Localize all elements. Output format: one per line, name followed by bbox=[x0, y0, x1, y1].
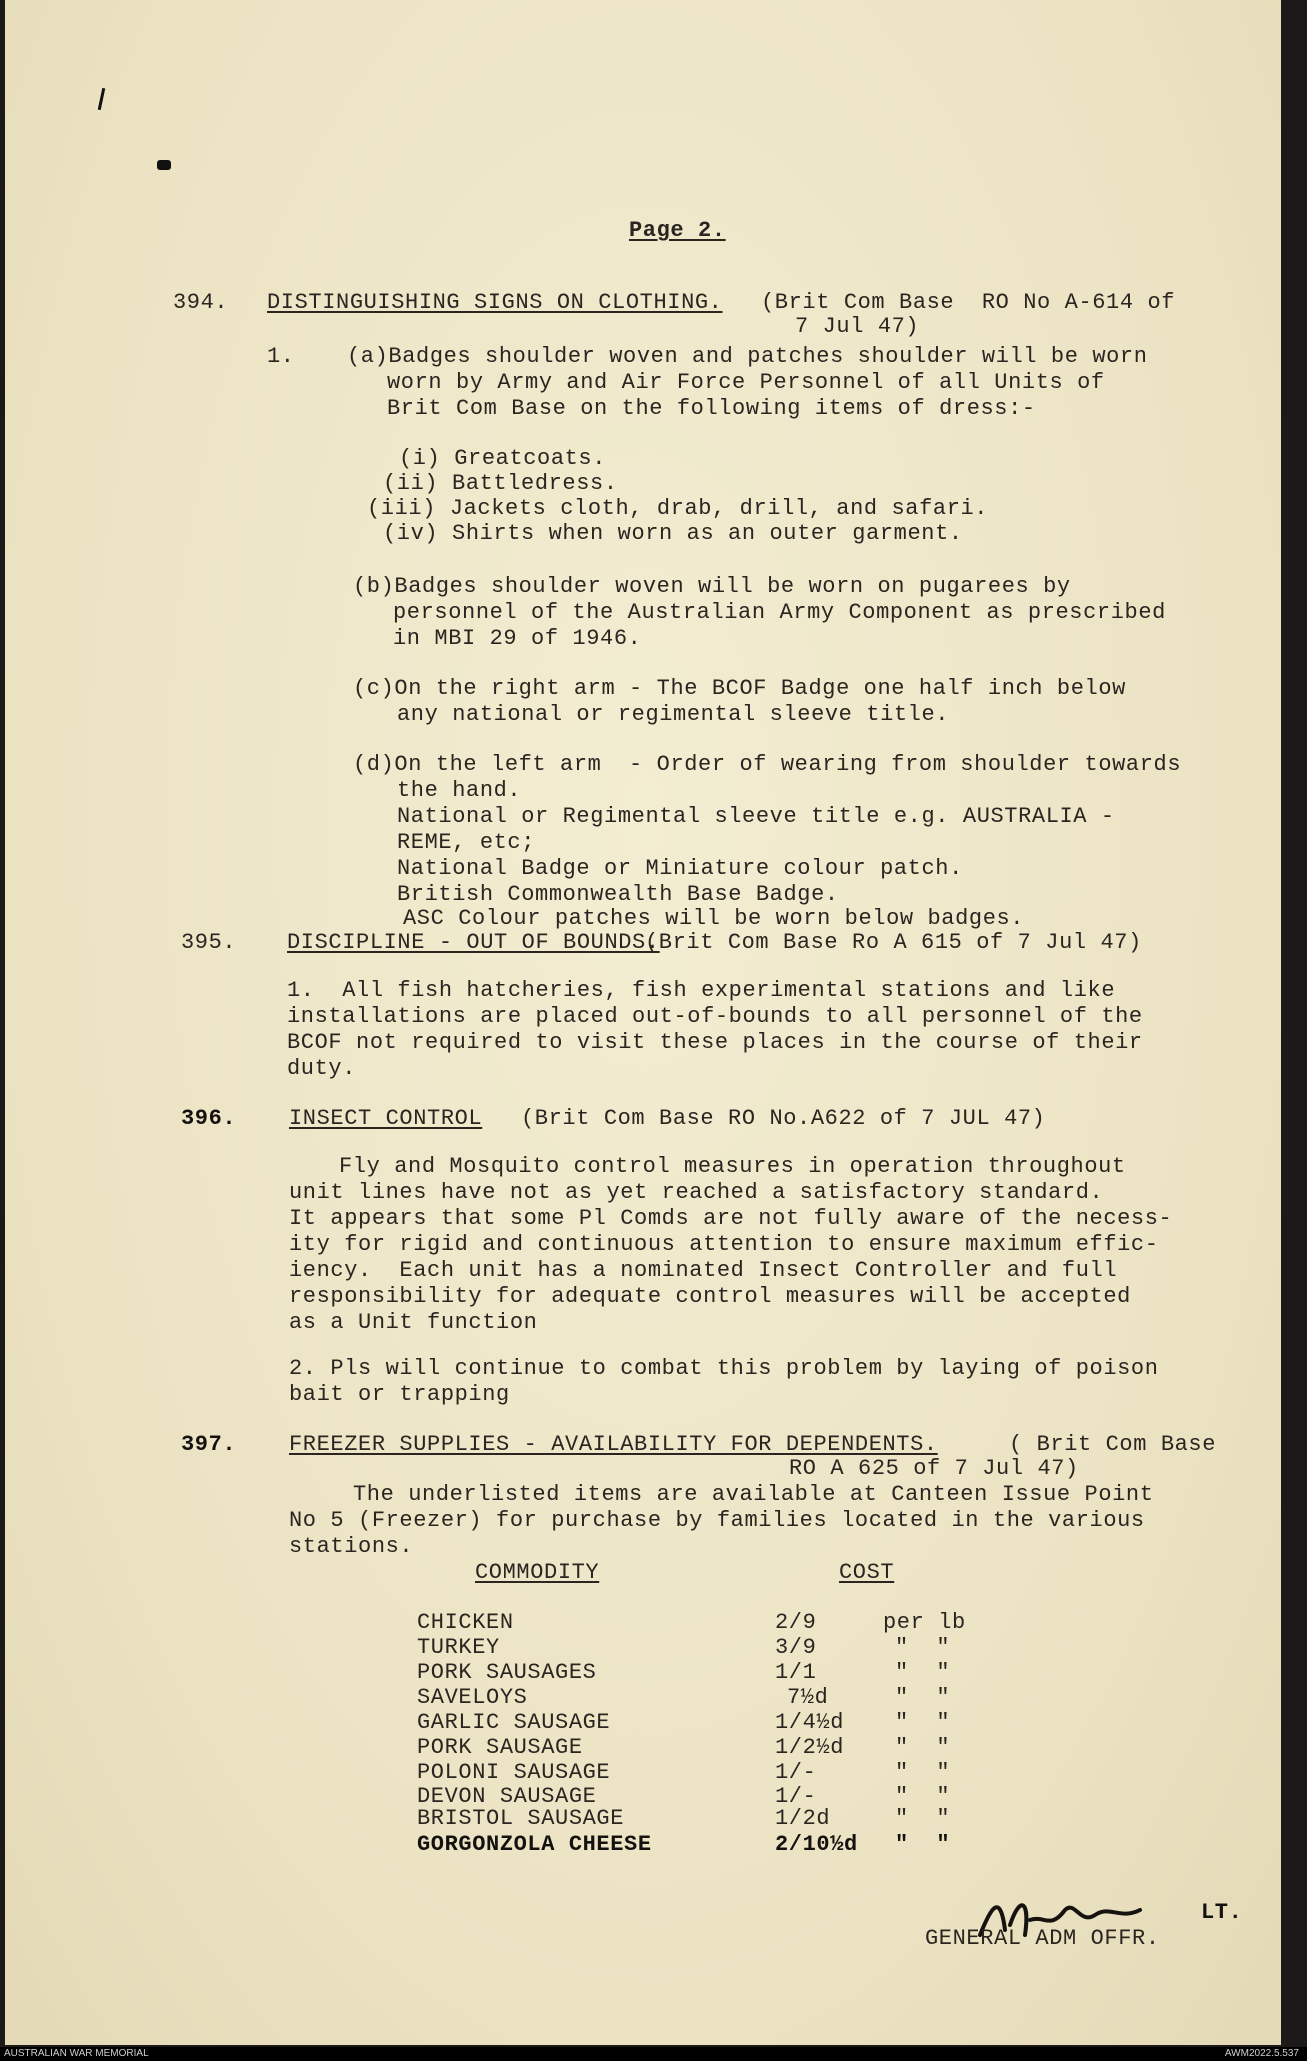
section-heading: FREEZER SUPPLIES - AVAILABILITY FOR DEPENDENTS. bbox=[289, 1432, 938, 1457]
commodity-name: SAVELOYS bbox=[417, 1685, 528, 1710]
section-reference: ( Brit Com Base bbox=[1009, 1432, 1217, 1457]
section-heading: INSECT CONTROL bbox=[289, 1106, 483, 1131]
text-line: iency. Each unit has a nominated Insect Controller and full bbox=[289, 1258, 1118, 1283]
text-line: personnel of the Australian Army Component as prescribed bbox=[393, 600, 1166, 625]
commodity-name: POLONI SAUSAGE bbox=[417, 1760, 611, 1785]
section-heading: DISTINGUISHING SIGNS ON CLOTHING. bbox=[267, 290, 723, 315]
table-header-cost: COST bbox=[839, 1560, 895, 1585]
text-line: British Commonwealth Base Badge. bbox=[397, 882, 839, 907]
text-line: the hand. bbox=[397, 778, 522, 803]
text-line: No 5 (Freezer) for purchase by families located in the various bbox=[289, 1508, 1145, 1533]
ink-mark bbox=[157, 160, 171, 170]
text-line: worn by Army and Air Force Personnel of all Units of bbox=[387, 370, 1105, 395]
text-line: BCOF not required to visit these places in the course of their bbox=[287, 1030, 1143, 1055]
commodity-unit: " " bbox=[895, 1760, 951, 1785]
text-line: Brit Com Base on the following items of dress:- bbox=[387, 396, 1036, 421]
text-line: (c)On the right arm - The BCOF Badge one half inch below bbox=[353, 676, 1126, 701]
commodity-name: GORGONZOLA CHEESE bbox=[417, 1832, 652, 1857]
commodity-cost: 1/4½d bbox=[775, 1710, 845, 1735]
text-line: ity for rigid and continuous attention to ensure maximum effic- bbox=[289, 1232, 1159, 1257]
text-line: 1. All fish hatcheries, fish experimental stations and like bbox=[287, 978, 1116, 1003]
commodity-cost: 2/10½d bbox=[775, 1832, 858, 1857]
list-item: (iv) Shirts when worn as an outer garment. bbox=[383, 521, 963, 546]
commodity-unit: " " bbox=[895, 1735, 951, 1760]
text-line: Fly and Mosquito control measures in operation throughout bbox=[339, 1154, 1126, 1179]
commodity-cost: 1/2½d bbox=[775, 1735, 845, 1760]
section-reference: (Brit Com Base RO No.A622 of 7 JUL 47) bbox=[521, 1106, 1046, 1131]
archive-footer bbox=[0, 2047, 1307, 2061]
commodity-unit: " " bbox=[895, 1660, 951, 1685]
commodity-name: CHICKEN bbox=[417, 1610, 514, 1635]
footer-source: AUSTRALIAN WAR MEMORIAL bbox=[4, 2048, 149, 2059]
commodity-unit: " " bbox=[895, 1710, 951, 1735]
document-page bbox=[5, 0, 1281, 2045]
commodity-cost: 3/9 bbox=[775, 1635, 817, 1660]
text-line: (b)Badges shoulder woven will be worn on pugarees by bbox=[353, 574, 1071, 599]
commodity-unit: " " bbox=[895, 1806, 951, 1831]
signature-rank: LT. bbox=[1201, 1900, 1243, 1925]
commodity-cost: 7½d bbox=[787, 1685, 829, 1710]
text-line: (d)On the left arm - Order of wearing from shoulder towards bbox=[353, 752, 1182, 777]
commodity-name: PORK SAUSAGES bbox=[417, 1660, 597, 1685]
section-number: 397. bbox=[181, 1432, 237, 1457]
text-line: ASC Colour patches will be worn below badges. bbox=[403, 906, 1025, 931]
text-line: as a Unit function bbox=[289, 1310, 538, 1335]
section-reference: (Brit Com Base RO No A-614 of bbox=[761, 290, 1176, 315]
section-reference: 7 Jul 47) bbox=[795, 314, 920, 339]
commodity-cost: 2/9 bbox=[775, 1610, 817, 1635]
text-line: in MBI 29 of 1946. bbox=[393, 626, 642, 651]
commodity-cost: 1/- bbox=[775, 1760, 817, 1785]
text-line: responsibility for adequate control measures will be accepted bbox=[289, 1284, 1131, 1309]
commodity-name: GARLIC SAUSAGE bbox=[417, 1710, 611, 1735]
commodity-unit: per lb bbox=[883, 1610, 966, 1635]
list-item: (ii) Battledress. bbox=[383, 471, 618, 496]
commodity-name: BRISTOL SAUSAGE bbox=[417, 1806, 625, 1831]
section-heading: DISCIPLINE - OUT OF BOUNDS. bbox=[287, 930, 660, 955]
text-line: The underlisted items are available at Canteen Issue Point bbox=[353, 1482, 1154, 1507]
section-reference: (Brit Com Base Ro A 615 of 7 Jul 47) bbox=[645, 930, 1142, 955]
text-line: stations. bbox=[289, 1534, 414, 1559]
text-line: bait or trapping bbox=[289, 1382, 510, 1407]
commodity-cost: 1/2d bbox=[775, 1806, 831, 1831]
commodity-unit: " " bbox=[895, 1832, 951, 1857]
commodity-unit: " " bbox=[895, 1784, 951, 1809]
text-line: (a)Badges shoulder woven and patches shoulder will be worn bbox=[347, 344, 1148, 369]
table-header-commodity: COMMODITY bbox=[475, 1560, 600, 1585]
ink-mark bbox=[98, 88, 106, 110]
text-line: 2. Pls will continue to combat this problem by laying of poison bbox=[289, 1356, 1159, 1381]
text-line: National or Regimental sleeve title e.g. AUSTRALIA - bbox=[397, 804, 1115, 829]
commodity-name: TURKEY bbox=[417, 1635, 500, 1660]
commodity-name: PORK SAUSAGE bbox=[417, 1735, 583, 1760]
list-item: (iii) Jackets cloth, drab, drill, and safari. bbox=[367, 496, 989, 521]
list-item: (i) Greatcoats. bbox=[399, 446, 607, 471]
commodity-cost: 1/1 bbox=[775, 1660, 817, 1685]
commodity-unit: " " bbox=[895, 1685, 951, 1710]
text-line: National Badge or Miniature colour patch. bbox=[397, 856, 963, 881]
text-line: duty. bbox=[287, 1056, 357, 1081]
page-title: Page 2. bbox=[629, 218, 726, 243]
section-number: 394. bbox=[173, 290, 229, 315]
text-line: any national or regimental sleeve title. bbox=[397, 702, 950, 727]
text-line: unit lines have not as yet reached a satisfactory standard. bbox=[289, 1180, 1104, 1205]
commodity-unit: " " bbox=[895, 1635, 951, 1660]
text-line: It appears that some Pl Comds are not fully aware of the necess- bbox=[289, 1206, 1173, 1231]
commodity-name: DEVON SAUSAGE bbox=[417, 1784, 597, 1809]
paragraph-number: 1. bbox=[267, 344, 295, 369]
text-line: REME, etc; bbox=[397, 830, 536, 855]
signature-title: GENERAL ADM OFFR. bbox=[925, 1926, 1160, 1951]
section-number: 396. bbox=[181, 1106, 237, 1131]
text-line: installations are placed out-of-bounds to all personnel of the bbox=[287, 1004, 1143, 1029]
section-number: 395. bbox=[181, 930, 237, 955]
footer-accession: AWM2022.5.537 bbox=[1224, 2048, 1299, 2059]
section-reference: RO A 625 of 7 Jul 47) bbox=[789, 1456, 1079, 1481]
commodity-cost: 1/- bbox=[775, 1784, 817, 1809]
